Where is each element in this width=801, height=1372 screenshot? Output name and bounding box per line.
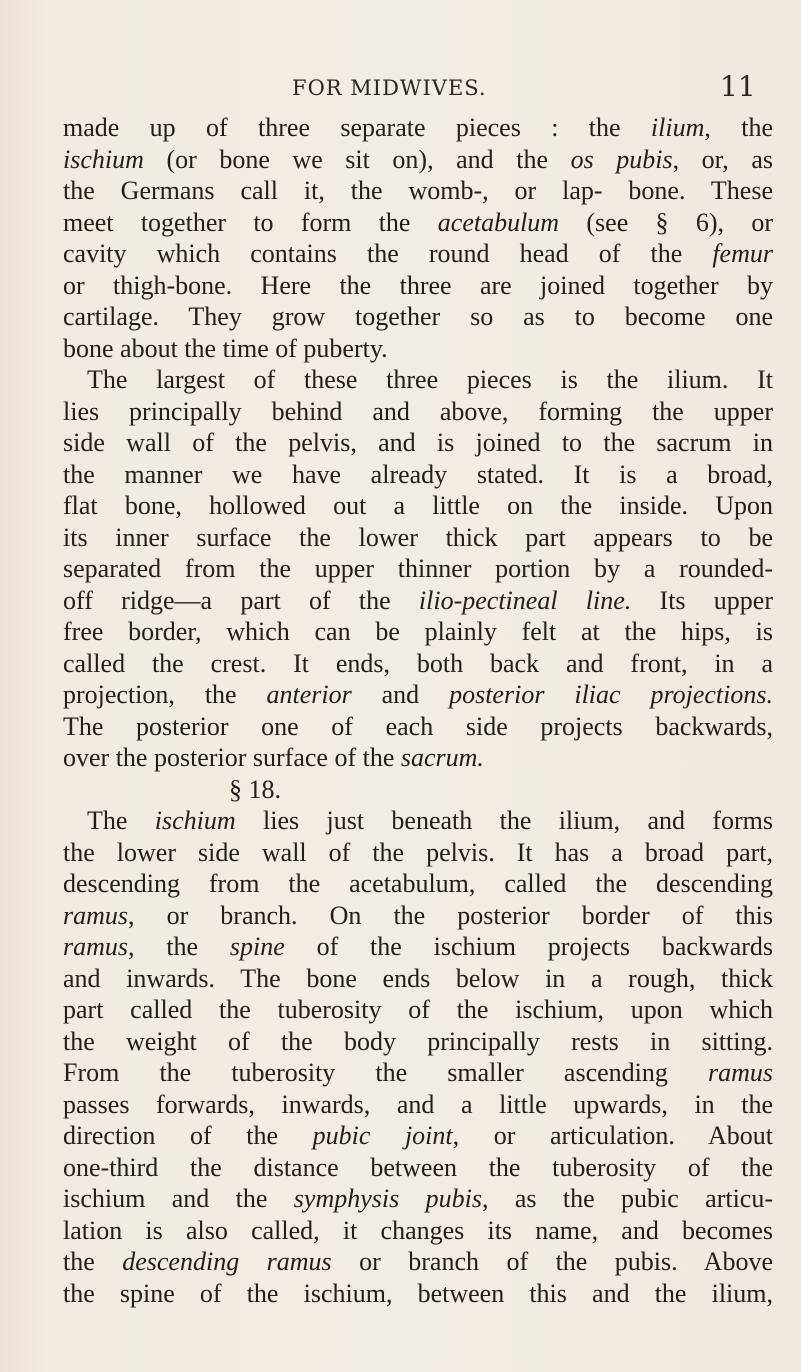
text-run: lation is also called, it changes its name, and becomes — [63, 1215, 773, 1245]
italic-term: femur — [712, 239, 773, 268]
text-run: , the — [704, 113, 773, 142]
text-run: free border, which can be plainly felt at the hips, is — [63, 617, 773, 646]
text-run: , or branch. On the posterior border of this — [128, 900, 773, 930]
text-line — [63, 711, 773, 743]
text-line — [63, 175, 773, 207]
text-line — [63, 585, 773, 617]
text-line — [63, 112, 773, 144]
text-run: , the — [128, 932, 230, 961]
text-run: (or bone we sit on), and the — [143, 144, 571, 174]
text-run: its inner surface the lower thick part appears to be — [63, 522, 773, 552]
italic-term: ramus — [63, 900, 129, 930]
text-line — [63, 144, 773, 176]
italic-term: ischium — [154, 806, 236, 835]
text-run: flat bone, hollowed out a little on the inside. Upon — [63, 491, 773, 520]
text-line — [63, 1215, 773, 1247]
body-text — [63, 112, 773, 1309]
text-run: the lower side wall of the pelvis. It has a broad part, — [63, 837, 773, 867]
text-run: ischium and the — [63, 1184, 294, 1213]
text-run: , or, as — [672, 144, 774, 174]
text-line — [63, 1089, 773, 1121]
text-run: and — [351, 680, 450, 709]
text-run: (see § 6), or — [559, 207, 773, 237]
italic-term: spine — [229, 932, 285, 961]
page-number: 11 — [720, 70, 756, 103]
paragraph-3 — [63, 805, 773, 1309]
text-run: called the crest. It ends, both back and front, in a — [63, 648, 773, 678]
text-run: the weight of the body principally rests in sitting. — [63, 1026, 773, 1056]
text-line — [63, 238, 773, 270]
text-line — [63, 459, 773, 491]
text-run: the manner we have already stated. It is a broad, — [63, 459, 773, 489]
text-line — [63, 270, 773, 302]
text-line — [63, 1278, 773, 1310]
text-line — [63, 837, 773, 869]
text-line — [63, 931, 773, 963]
text-line — [63, 1152, 773, 1184]
text-run: The — [87, 806, 155, 835]
text-line — [63, 616, 773, 648]
text-run: or branch of the pubis. Above — [331, 1247, 773, 1276]
text-run: From the tuberosity the smaller ascending — [63, 1058, 708, 1087]
italic-term: acetabulum — [437, 207, 560, 237]
text-run: one-third the distance between the tuberosity of the — [63, 1152, 773, 1182]
text-run: or thigh-bone. Here the three are joined together by — [63, 270, 773, 300]
text-line — [63, 1183, 773, 1215]
text-run: cavity which contains the round head of the — [63, 239, 713, 268]
text-line — [63, 994, 773, 1026]
italic-term: posterior iliac projections. — [449, 680, 773, 709]
text-line — [63, 301, 773, 333]
text-line — [63, 490, 773, 522]
text-run: and inwards. The bone ends below in a rough, thick — [63, 963, 773, 993]
text-run: The largest of these three pieces is the ilium. It — [87, 365, 773, 394]
text-line — [63, 679, 773, 711]
section-heading: § 18. — [229, 774, 281, 804]
text-run: projection, the — [63, 680, 267, 709]
text-line — [63, 522, 773, 554]
text-line — [63, 648, 773, 680]
text-run: made up of three separate pieces : the — [63, 113, 651, 142]
text-run: descending from the acetabulum, called the descending — [63, 869, 773, 898]
text-line — [63, 553, 773, 585]
text-run: direction of the — [63, 1121, 313, 1150]
italic-term: anterior — [266, 680, 352, 709]
italic-term: ramus — [707, 1058, 773, 1087]
italic-term: ilium — [650, 113, 705, 142]
text-run: cartilage. They grow together so as to become one — [63, 302, 773, 331]
italic-term: ramus — [63, 932, 129, 961]
text-run: separated from the upper thinner portion by a rounded- — [63, 554, 773, 583]
text-line — [63, 742, 773, 774]
text-run: over the posterior surface of the — [63, 743, 401, 772]
text-line — [63, 396, 773, 428]
text-run: Its upper — [631, 585, 774, 615]
text-line — [63, 1026, 773, 1058]
text-run: The posterior one of each side projects backwards, — [63, 711, 773, 741]
text-run: bone about the time of puberty. — [63, 333, 388, 363]
text-run: passes forwards, inwards, and a little upwards, in the — [63, 1089, 773, 1119]
italic-term: ischium — [63, 144, 144, 174]
text-run: off ridge—a part of the — [63, 585, 419, 615]
text-line — [63, 805, 773, 837]
text-run: , as the pubic articu- — [481, 1184, 774, 1213]
text-line — [63, 963, 773, 995]
text-run: the Germans call it, the womb-, or lap- bone. These — [63, 176, 773, 205]
running-head: FOR MIDWIVES. — [292, 76, 487, 100]
paragraph-1 — [63, 112, 773, 364]
italic-term: descending ramus — [122, 1247, 332, 1276]
text-run: part called the tuberosity of the ischium, upon which — [63, 995, 773, 1024]
text-run: of the ischium projects backwards — [284, 932, 774, 961]
text-run: the — [63, 1247, 123, 1276]
text-line — [63, 900, 773, 932]
italic-term: pubic joint — [312, 1121, 453, 1150]
text-line — [63, 207, 773, 239]
page-header — [0, 70, 801, 106]
text-run: side wall of the pelvis, and is joined to the sacrum in — [63, 428, 773, 457]
italic-term: sacrum. — [400, 743, 484, 772]
text-line — [63, 1246, 773, 1278]
text-run: meet together to form the — [63, 207, 438, 237]
text-line — [63, 427, 773, 459]
italic-term: ilio-pectineal line. — [418, 585, 632, 615]
text-run: , or articulation. About — [452, 1121, 773, 1150]
text-line — [63, 1057, 773, 1089]
paragraph-2 — [63, 364, 773, 774]
text-line — [63, 333, 773, 365]
text-run: lies just beneath the ilium, and forms — [235, 806, 774, 835]
text-run: lies principally behind and above, forming the upper — [63, 396, 773, 426]
text-line — [63, 364, 773, 396]
text-line — [63, 1120, 773, 1152]
text-run: the spine of the ischium, between this and the ilium, — [63, 1278, 773, 1308]
italic-term: symphysis pubis — [293, 1184, 482, 1213]
text-line — [63, 868, 773, 900]
italic-term: os pubis — [570, 144, 673, 174]
